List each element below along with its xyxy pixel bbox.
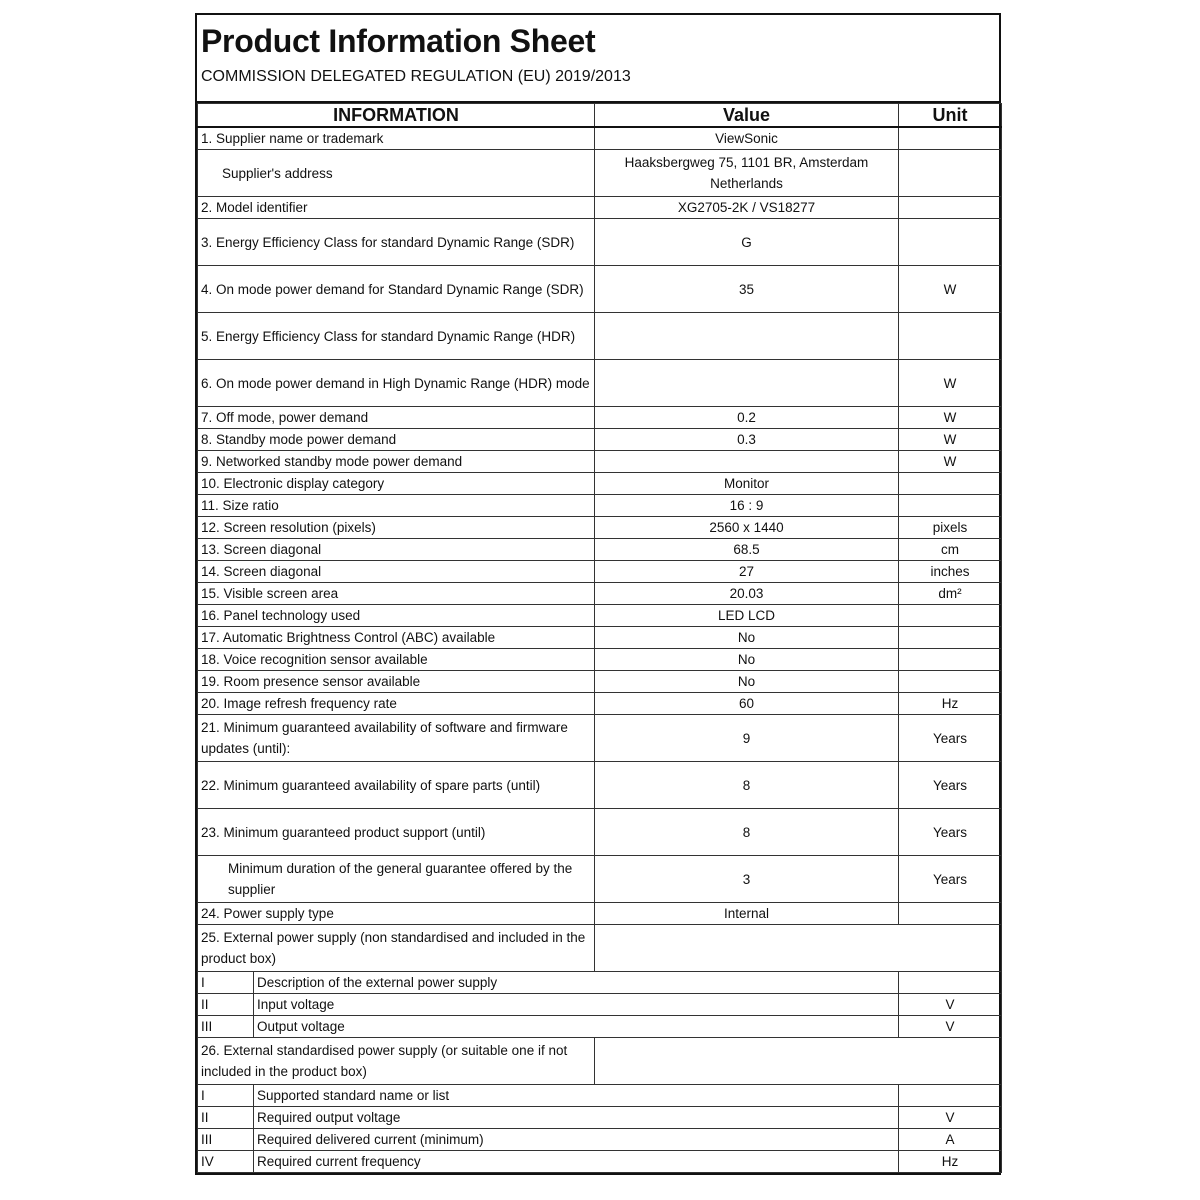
row-label: Output voltage [254, 1016, 899, 1038]
table-row [198, 809, 1002, 856]
row-unit: A [899, 1129, 1002, 1151]
row-label: 2. Model identifier [198, 197, 595, 219]
sheet-title: Product Information Sheet [201, 23, 596, 59]
row-unit [899, 1085, 1002, 1107]
row-value: ViewSonic [595, 127, 899, 150]
std-row [198, 1151, 1002, 1173]
row-value: G [595, 219, 899, 266]
row-unit: V [899, 1016, 1002, 1038]
row-label: Required current frequency [254, 1151, 899, 1173]
row-value [595, 451, 899, 473]
row-value: LED LCD [595, 605, 899, 627]
row-label: Required output voltage [254, 1107, 899, 1129]
row-label: 14. Screen diagonal [198, 561, 595, 583]
row-value: 27 [595, 561, 899, 583]
row-unit [899, 150, 1002, 197]
table-row [198, 407, 1002, 429]
row-number: II [198, 994, 254, 1016]
table-row [198, 495, 1002, 517]
table-row [198, 473, 1002, 495]
row-value: 16 : 9 [595, 495, 899, 517]
row-number: II [198, 1107, 254, 1129]
row-number: IV [198, 1151, 254, 1173]
table-row [198, 1038, 1002, 1085]
row-value: No [595, 671, 899, 693]
row-unit: Years [899, 809, 1002, 856]
table-row [198, 605, 1002, 627]
row-value: Haaksbergweg 75, 1101 BR, Amsterdam Netherlands [595, 150, 899, 197]
row-value [595, 313, 899, 360]
row-value: 3 [595, 856, 899, 903]
row-label: 18. Voice recognition sensor available [198, 649, 595, 671]
row-label: 5. Energy Efficiency Class for standard Dynamic Range (HDR) [198, 313, 595, 360]
row-value: 8 [595, 762, 899, 809]
table-row [198, 313, 1002, 360]
table-row [198, 150, 1002, 197]
row-label: 22. Minimum guaranteed availability of spare parts (until) [198, 762, 595, 809]
row-label: 11. Size ratio [198, 495, 595, 517]
row-unit: W [899, 360, 1002, 407]
row-unit [899, 219, 1002, 266]
row-label: 1. Supplier name or trademark [198, 127, 595, 150]
row-label: Minimum duration of the general guarantee offered by the supplier [198, 856, 595, 903]
sheet-subtitle: COMMISSION DELEGATED REGULATION (EU) 2019/2013 [201, 68, 631, 85]
row-unit: Hz [899, 693, 1002, 715]
row-unit: Hz [899, 1151, 1002, 1173]
row-unit [899, 495, 1002, 517]
row-unit [899, 671, 1002, 693]
table-row [198, 197, 1002, 219]
row-unit [899, 197, 1002, 219]
table-row [198, 583, 1002, 605]
row-label: 17. Automatic Brightness Control (ABC) available [198, 627, 595, 649]
row-label: Description of the external power supply [254, 972, 899, 994]
row-value: 0.2 [595, 407, 899, 429]
eps-row [198, 994, 1002, 1016]
row-label: 7. Off mode, power demand [198, 407, 595, 429]
table-row [198, 715, 1002, 762]
row-label: 16. Panel technology used [198, 605, 595, 627]
row-label: 9. Networked standby mode power demand [198, 451, 595, 473]
row-unit: dm² [899, 583, 1002, 605]
row-unit: pixels [899, 517, 1002, 539]
eps-row [198, 1016, 1002, 1038]
row-label: 23. Minimum guaranteed product support (until) [198, 809, 595, 856]
row-value [595, 925, 1002, 972]
row-label: 21. Minimum guaranteed availability of software and firmware updates (until): [198, 715, 595, 762]
row-unit: V [899, 1107, 1002, 1129]
row-label: 20. Image refresh frequency rate [198, 693, 595, 715]
table-row [198, 671, 1002, 693]
product-information-sheet [195, 13, 1001, 1175]
row-unit [899, 473, 1002, 495]
row-label: 15. Visible screen area [198, 583, 595, 605]
row-label: 25. External power supply (non standardised and included in the product box) [198, 925, 595, 972]
information-table [197, 103, 1002, 1173]
table-row [198, 539, 1002, 561]
row-value: 35 [595, 266, 899, 313]
row-value: Monitor [595, 473, 899, 495]
row-label: 6. On mode power demand in High Dynamic Range (HDR) mode [198, 360, 595, 407]
row-value: Internal [595, 903, 899, 925]
table-row [198, 762, 1002, 809]
row-unit [899, 903, 1002, 925]
row-label: 4. On mode power demand for Standard Dynamic Range (SDR) [198, 266, 595, 313]
row-unit: Years [899, 762, 1002, 809]
row-label: Supported standard name or list [254, 1085, 899, 1107]
row-value: 68.5 [595, 539, 899, 561]
eps-row [198, 972, 1002, 994]
row-number: I [198, 1085, 254, 1107]
row-value: 20.03 [595, 583, 899, 605]
row-value: 60 [595, 693, 899, 715]
row-unit: W [899, 407, 1002, 429]
row-number: III [198, 1016, 254, 1038]
row-label: Required delivered current (minimum) [254, 1129, 899, 1151]
sheet-header [197, 15, 999, 103]
row-value: 2560 x 1440 [595, 517, 899, 539]
row-label: 26. External standardised power supply (or suitable one if not included in the product box) [198, 1038, 595, 1085]
table-row [198, 561, 1002, 583]
table-header-row [198, 104, 1002, 128]
row-label: 13. Screen diagonal [198, 539, 595, 561]
row-value: 0.3 [595, 429, 899, 451]
std-row [198, 1129, 1002, 1151]
row-unit: Years [899, 856, 1002, 903]
header-unit: Unit [899, 104, 1002, 128]
row-unit [899, 627, 1002, 649]
row-unit: cm [899, 539, 1002, 561]
row-value [595, 360, 899, 407]
table-row [198, 693, 1002, 715]
row-unit: W [899, 429, 1002, 451]
table-row [198, 903, 1002, 925]
header-information: INFORMATION [198, 104, 595, 128]
row-label: Input voltage [254, 994, 899, 1016]
row-unit: W [899, 451, 1002, 473]
row-value: No [595, 627, 899, 649]
table-row [198, 856, 1002, 903]
row-value [595, 1038, 1002, 1085]
row-unit [899, 649, 1002, 671]
row-label: Supplier's address [198, 150, 595, 197]
row-value: 9 [595, 715, 899, 762]
row-unit: Years [899, 715, 1002, 762]
row-unit [899, 605, 1002, 627]
row-label: 3. Energy Efficiency Class for standard Dynamic Range (SDR) [198, 219, 595, 266]
row-label: 8. Standby mode power demand [198, 429, 595, 451]
row-number: III [198, 1129, 254, 1151]
table-row [198, 266, 1002, 313]
table-body [198, 127, 1002, 1173]
row-label: 12. Screen resolution (pixels) [198, 517, 595, 539]
row-unit: W [899, 266, 1002, 313]
row-value: 8 [595, 809, 899, 856]
table-row [198, 649, 1002, 671]
table-row [198, 127, 1002, 150]
row-unit [899, 127, 1002, 150]
table-row [198, 517, 1002, 539]
header-value: Value [595, 104, 899, 128]
row-unit [899, 972, 1002, 994]
table-row [198, 925, 1002, 972]
table-row [198, 219, 1002, 266]
std-row [198, 1085, 1002, 1107]
table-row [198, 451, 1002, 473]
row-label: 19. Room presence sensor available [198, 671, 595, 693]
row-label: 24. Power supply type [198, 903, 595, 925]
row-label: 10. Electronic display category [198, 473, 595, 495]
row-unit [899, 313, 1002, 360]
table-row [198, 429, 1002, 451]
row-unit: V [899, 994, 1002, 1016]
table-row [198, 360, 1002, 407]
table-row [198, 627, 1002, 649]
row-value: No [595, 649, 899, 671]
row-value: XG2705-2K / VS18277 [595, 197, 899, 219]
std-row [198, 1107, 1002, 1129]
row-unit: inches [899, 561, 1002, 583]
row-number: I [198, 972, 254, 994]
